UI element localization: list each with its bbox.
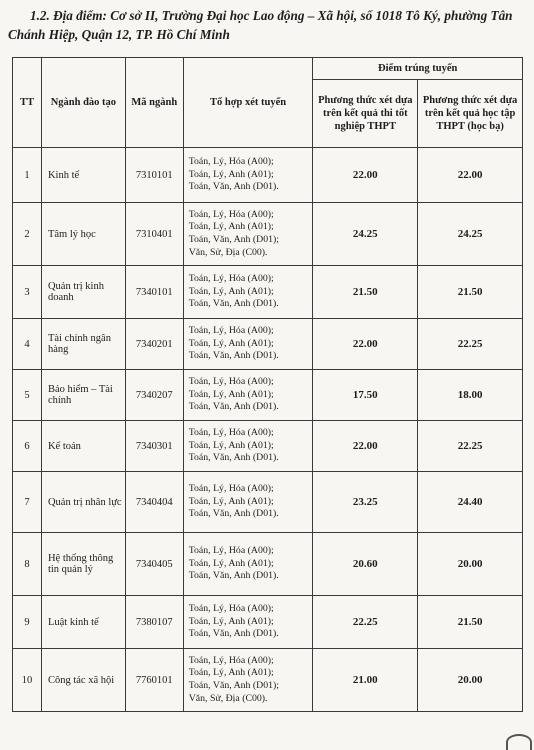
cell-nganh: Kinh tế [41,148,125,203]
cell-tt: 5 [13,370,42,421]
table-body [13,148,523,712]
combo-line: Toán, Văn, Anh (D01). [188,570,279,582]
cell-tt: 3 [13,266,42,319]
cell-diem-thpt: 20.60 [313,533,418,596]
combo-line: Văn, Sử, Địa (C00). [188,692,268,704]
cell-ma-nganh: 7760101 [125,649,183,712]
cell-diem-thpt: 22.00 [313,148,418,203]
cell-to-hop [183,203,313,266]
combo-line: Toán, Lý, Hóa (A00); [188,427,274,439]
cell-diem-hoc-ba: 18.00 [418,370,523,421]
combo-line: Toán, Lý, Anh (A01); [188,388,274,400]
combo-line: Toán, Lý, Hóa (A00); [188,483,274,495]
combo-line: Toán, Văn, Anh (D01); [188,234,280,245]
combo-line: Toán, Lý, Hóa (A00); [188,208,274,220]
combo-line: Toán, Lý, Anh (A01); [188,495,274,507]
cell-diem-hoc-ba: 20.00 [418,533,523,596]
cell-diem-hoc-ba: 24.25 [418,203,523,266]
cell-tt: 10 [13,649,42,712]
corner-mark [506,734,532,750]
cell-tt: 9 [13,596,42,649]
combo-line: Toán, Văn, Anh (D01); [188,680,280,691]
cell-to-hop [183,266,313,319]
combo-line: Toán, Lý, Anh (A01); [188,557,274,569]
combo-line: Toán, Lý, Hóa (A00); [188,273,274,285]
admission-scores-table [12,57,523,712]
cell-nganh: Quản trị nhân lực [41,472,125,533]
combo-line: Văn, Sử, Địa (C00). [188,246,268,258]
cell-diem-thpt: 21.50 [313,266,418,319]
cell-nganh: Công tác xã hội [41,649,125,712]
combo-line: Toán, Văn, Anh (D01). [188,181,279,193]
header-to-hop: Tổ hợp xét tuyển [183,58,313,148]
cell-nganh: Bảo hiểm – Tài chính [41,370,125,421]
cell-to-hop [183,319,313,370]
table-row [13,472,523,533]
cell-to-hop [183,596,313,649]
cell-ma-nganh: 7340201 [125,319,183,370]
cell-ma-nganh: 7310401 [125,203,183,266]
cell-diem-hoc-ba: 24.40 [418,472,523,533]
cell-tt: 4 [13,319,42,370]
cell-to-hop [183,421,313,472]
combo-line: Toán, Lý, Hóa (A00); [188,325,274,337]
table-row [13,533,523,596]
cell-to-hop [183,533,313,596]
combo-line: Toán, Văn, Anh (D01). [188,628,279,640]
combo-line: Toán, Lý, Hóa (A00); [188,654,274,666]
cell-ma-nganh: 7340101 [125,266,183,319]
header-phuong-thuc-thpt: Phương thức xét dựa trên kết quả thi tốt nghiệp THPT [313,80,418,148]
section-heading: 1.2. Địa điểm: Cơ sở II, Trường Đại học Lao động – Xã hội, số 1018 Tô Ký, phường Tân Chánh Hiệp, Quận 12, TP. Hồ Chí Minh [8,8,513,42]
cell-ma-nganh: 7380107 [125,596,183,649]
table-row [13,649,523,712]
cell-diem-thpt: 24.25 [313,203,418,266]
header-diem-trung-tuyen: Điểm trúng tuyển [313,58,523,80]
cell-ma-nganh: 7310101 [125,148,183,203]
cell-nganh: Luật kinh tế [41,596,125,649]
combo-line: Toán, Lý, Anh (A01); [188,168,274,180]
cell-diem-hoc-ba: 22.25 [418,319,523,370]
cell-diem-thpt: 23.25 [313,472,418,533]
combo-line: Toán, Lý, Hóa (A00); [188,545,274,557]
combo-line: Toán, Lý, Hóa (A00); [188,603,274,615]
combo-line: Toán, Văn, Anh (D01). [188,350,279,362]
header-nganh: Ngành đào tạo [41,58,125,148]
combo-line: Toán, Lý, Anh (A01); [188,285,274,297]
cell-tt: 6 [13,421,42,472]
cell-ma-nganh: 7340207 [125,370,183,421]
table-row [13,421,523,472]
cell-diem-thpt: 22.00 [313,421,418,472]
table-row [13,596,523,649]
cell-to-hop [183,472,313,533]
cell-tt: 7 [13,472,42,533]
header-ma-nganh: Mã ngành [125,58,183,148]
cell-nganh: Kế toán [41,421,125,472]
cell-diem-hoc-ba: 22.00 [418,148,523,203]
cell-diem-hoc-ba: 21.50 [418,596,523,649]
combo-line: Toán, Lý, Hóa (A00); [188,156,274,168]
cell-diem-hoc-ba: 22.25 [418,421,523,472]
cell-ma-nganh: 7340405 [125,533,183,596]
combo-line: Toán, Lý, Anh (A01); [188,667,274,679]
cell-ma-nganh: 7340301 [125,421,183,472]
cell-nganh: Tài chính ngân hàng [41,319,125,370]
cell-diem-thpt: 21.00 [313,649,418,712]
combo-line: Toán, Lý, Hóa (A00); [188,376,274,388]
table-row [13,203,523,266]
cell-diem-thpt: 22.00 [313,319,418,370]
cell-diem-thpt: 17.50 [313,370,418,421]
combo-line: Toán, Lý, Anh (A01); [188,439,274,451]
combo-line: Toán, Lý, Anh (A01); [188,615,274,627]
cell-tt: 8 [13,533,42,596]
cell-nganh: Quản trị kinh doanh [41,266,125,319]
cell-tt: 1 [13,148,42,203]
cell-nganh: Hệ thống thông tin quản lý [41,533,125,596]
table-row [13,370,523,421]
cell-to-hop [183,148,313,203]
cell-ma-nganh: 7340404 [125,472,183,533]
combo-line: Toán, Văn, Anh (D01). [188,452,279,464]
cell-diem-hoc-ba: 20.00 [418,649,523,712]
combo-line: Toán, Văn, Anh (D01). [188,508,279,520]
cell-to-hop [183,649,313,712]
table-row [13,266,523,319]
table-row [13,319,523,370]
combo-line: Toán, Văn, Anh (D01). [188,298,279,310]
cell-diem-hoc-ba: 21.50 [418,266,523,319]
cell-tt: 2 [13,203,42,266]
cell-to-hop [183,370,313,421]
combo-line: Toán, Lý, Anh (A01); [188,337,274,349]
header-phuong-thuc-hoc-ba: Phương thức xét dựa trên kết quả học tập THPT (học bạ) [418,80,523,148]
combo-line: Toán, Lý, Anh (A01); [188,221,274,233]
combo-line: Toán, Văn, Anh (D01). [188,401,279,413]
cell-nganh: Tâm lý học [41,203,125,266]
cell-diem-thpt: 22.25 [313,596,418,649]
table-row [13,148,523,203]
header-tt: TT [13,58,42,148]
